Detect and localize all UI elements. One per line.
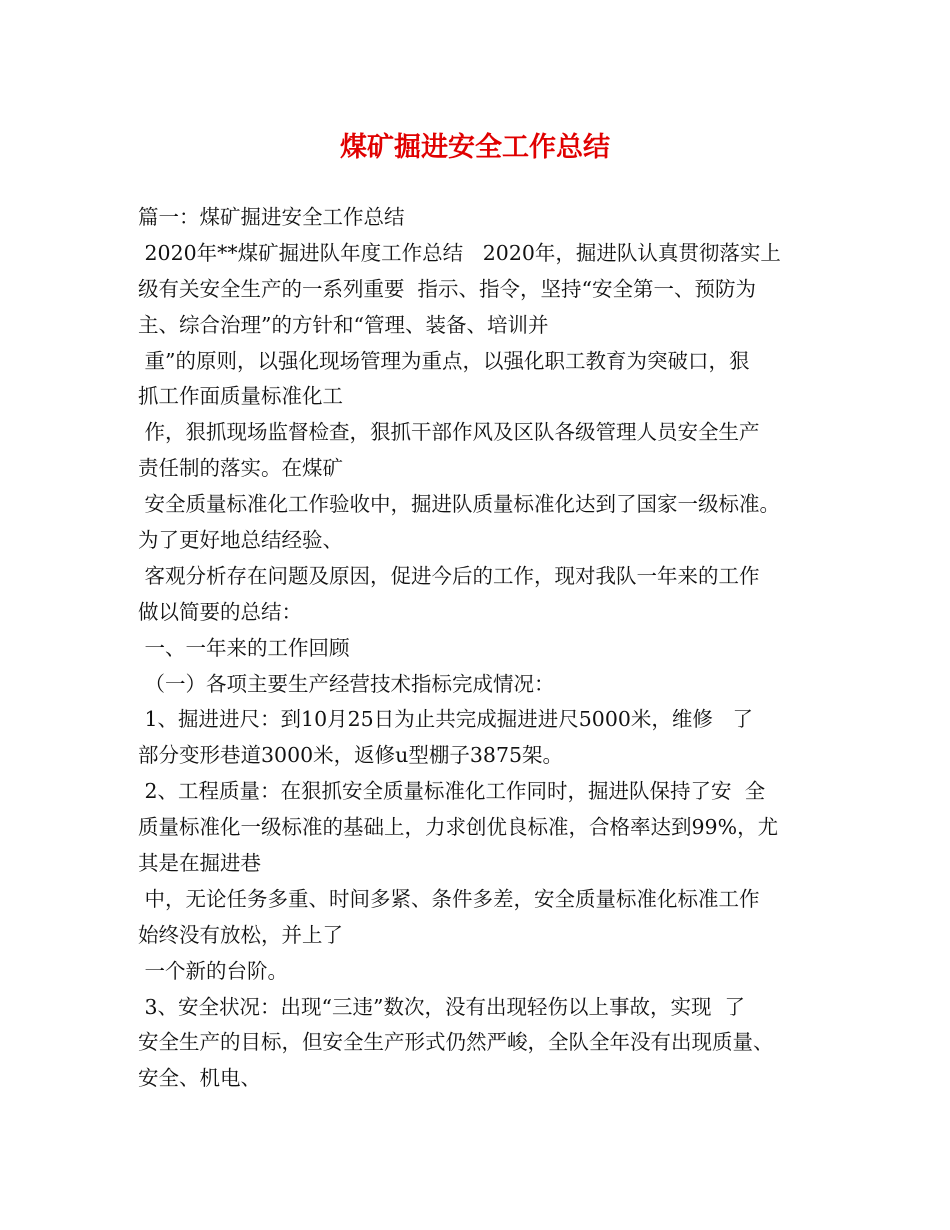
text-line: 篇一：煤矿掘进安全工作总结 — [138, 205, 405, 229]
text-line: 重”的原则，以强化现场管理为重点，以强化职工教育为突破口，狠 — [138, 348, 750, 373]
text-line: 客观分析存在问题及原因，促进今后的工作，现对我队一年来的工作 — [138, 563, 760, 588]
text-line: 部分变形巷道3000米，返修u型棚子3875架。 — [138, 743, 564, 768]
text-line: 1、掘进进尺：到10月25日为止共完成掘进进尺5000米，维修 了 — [138, 707, 753, 732]
text-line: 质量标准化一级标准的基础上，力求创优良标准，合格率达到99%，尤 — [138, 815, 779, 840]
text-line: 为了更好地总结经验、 — [138, 528, 343, 553]
text-line: 其是在掘进巷 — [138, 851, 261, 876]
text-line: 一个新的台阶。 — [138, 958, 289, 983]
text-line: 作，狠抓现场监督检查，狠抓干部作风及区队各级管理人员安全生产 — [138, 420, 760, 445]
text-line: 始终没有放松，并上了 — [138, 922, 343, 947]
text-line: 一、一年来的工作回顾 — [138, 635, 350, 660]
text-line: 安全生产的目标，但安全生产形式仍然严峻，全队全年没有出现质量、 — [138, 1030, 774, 1055]
text-line: 做以简要的总结： — [138, 599, 302, 624]
text-line: 安全、机电、 — [138, 1066, 261, 1091]
text-line: 责任制的落实。在煤矿 — [138, 456, 343, 481]
text-line: 级有关安全生产的一系列重要 指示、指令，坚持“安全第一、预防为 — [138, 276, 757, 301]
text-line: 抓工作面质量标准化工 — [138, 384, 343, 409]
document-body — [138, 200, 828, 1097]
text-line: 安全质量标准化工作验收中，掘进队质量标准化达到了国家一级标准。 — [138, 492, 781, 517]
text-line: 主、综合治理”的方针和“管理、装备、培训并 — [138, 312, 549, 337]
document-title: 煤矿掘进安全工作总结 — [340, 132, 610, 163]
text-line: 3、安全状况：出现“三违”数次，没有出现轻伤以上事故，实现 了 — [138, 994, 746, 1019]
text-line: （一）各项主要生产经营技术指标完成情况： — [138, 671, 555, 696]
text-line: 2020年**煤矿掘进队年度工作总结 2020年，掘进队认真贯彻落实上 — [138, 240, 781, 265]
text-line: 中，无论任务多重、时间多紧、条件多差，安全质量标准化标准工作 — [138, 886, 760, 911]
text-line: 2、工程质量：在狠抓安全质量标准化工作同时，掘进队保持了安 全 — [138, 779, 766, 804]
